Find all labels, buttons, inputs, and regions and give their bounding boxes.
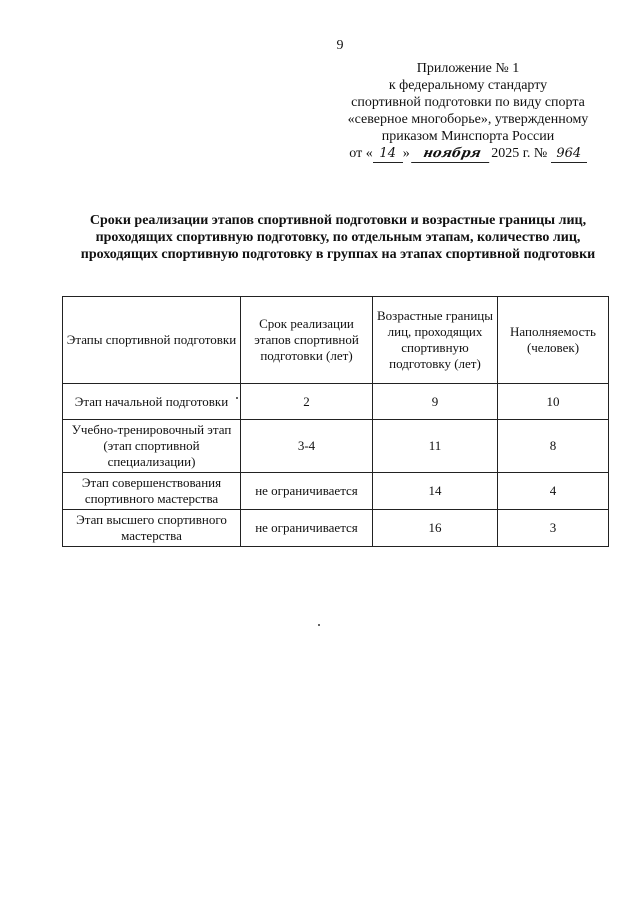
scan-speck — [318, 624, 320, 626]
page-number: 9 — [336, 38, 344, 53]
date-year: 2025 г. № — [491, 146, 548, 161]
cell-duration: не ограничивается — [241, 510, 373, 547]
cell-duration: не ограничивается — [241, 473, 373, 510]
handwritten-order-number: 964 — [551, 145, 587, 163]
order-date-line — [320, 145, 616, 163]
appendix-line: «северное многоборье», утвержденному — [347, 112, 589, 127]
column-header-duration: Срок реализации этапов спортивной подготовки (лет) — [241, 297, 373, 384]
cell-duration: 3-4 — [241, 420, 373, 473]
column-header-age: Возрастные границы лиц, проходящих спортивную подготовку (лет) — [373, 297, 498, 384]
stages-table — [62, 296, 609, 547]
cell-age: 16 — [373, 510, 498, 547]
table-row — [63, 420, 609, 473]
appendix-header — [320, 60, 616, 163]
appendix-line: спортивной подготовки по виду спорта — [351, 95, 585, 110]
handwritten-day: 14 — [373, 145, 403, 163]
cell-age: 11 — [373, 420, 498, 473]
date-prefix: от « — [349, 146, 373, 161]
document-title: Сроки реализации этапов спортивной подготовки и возрастные границы лиц, проходящих спортивную подготовку, по отдельным этапам, количество лиц, проходящих спортивную подготовку в группах на этапах спортивной подготовки — [80, 213, 596, 262]
appendix-line: приказом Минспорта России — [381, 129, 555, 144]
appendix-line: Приложение № 1 — [416, 61, 520, 76]
cell-group-size: 4 — [498, 473, 609, 510]
cell-age: 9 — [373, 384, 498, 420]
table-row — [63, 510, 609, 547]
date-mid: » — [402, 146, 410, 161]
cell-stage: Учебно-тренировочный этап (этап спортивной специализации) — [63, 420, 241, 473]
cell-group-size: 8 — [498, 420, 609, 473]
cell-stage: Этап совершенствования спортивного мастерства — [63, 473, 241, 510]
cell-duration: 2 — [241, 384, 373, 420]
column-header-stage: Этапы спортивной подготовки — [63, 297, 241, 384]
cell-age: 14 — [373, 473, 498, 510]
cell-group-size: 10 — [498, 384, 609, 420]
table-header-row — [63, 297, 609, 384]
table-row — [63, 384, 609, 420]
cell-stage: Этап начальной подготовки — [63, 384, 241, 420]
column-header-group-size: Наполняемость (человек) — [498, 297, 609, 384]
table-row — [63, 473, 609, 510]
cell-stage: Этап высшего спортивного мастерства — [63, 510, 241, 547]
handwritten-month: ноября — [411, 145, 493, 163]
scan-speck — [236, 397, 238, 399]
appendix-line: к федеральному стандарту — [388, 78, 548, 93]
cell-group-size: 3 — [498, 510, 609, 547]
